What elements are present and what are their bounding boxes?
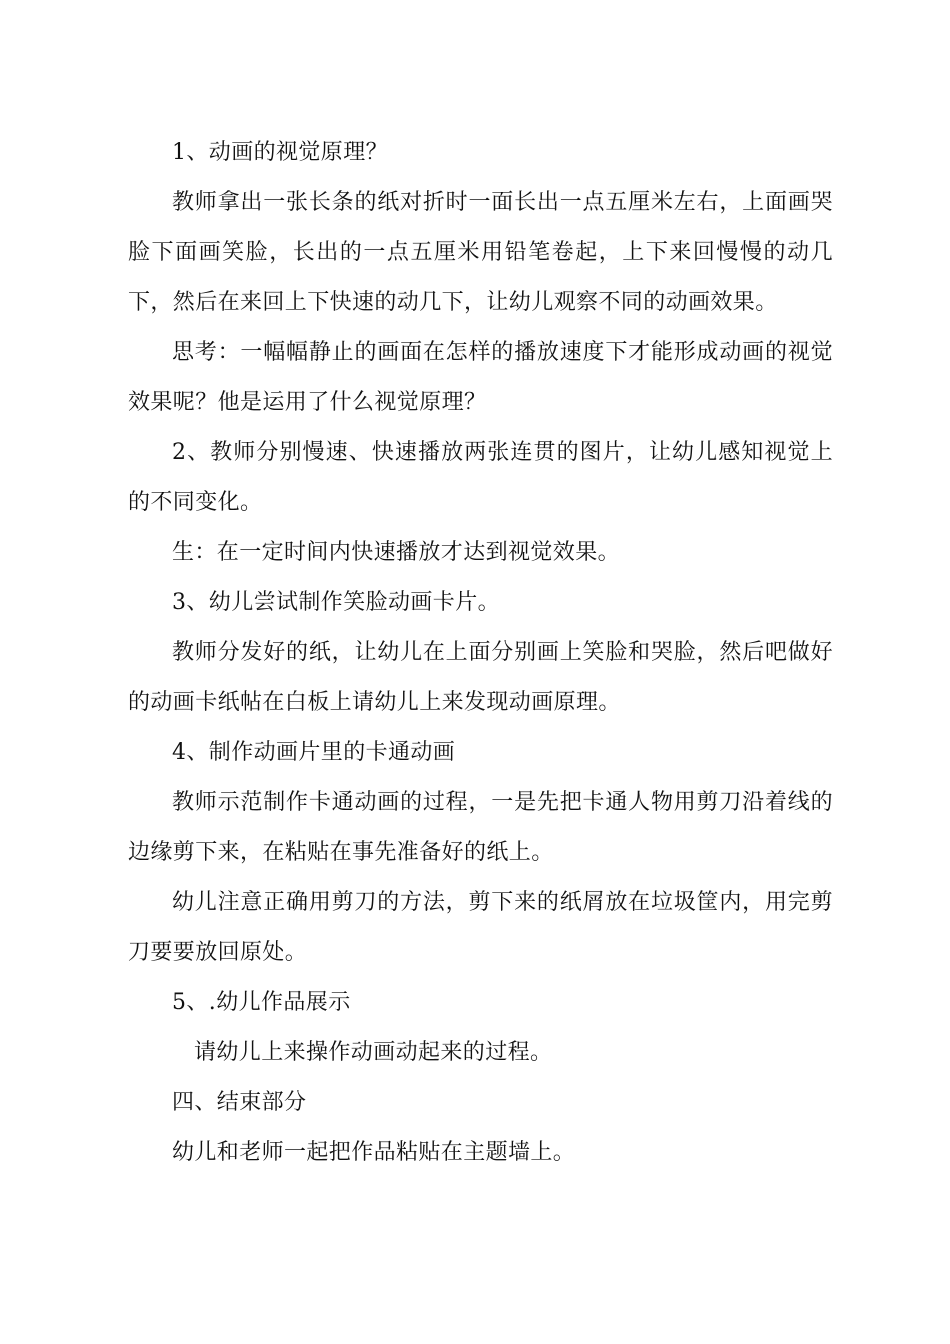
paragraph-card-making: 教师分发好的纸，让幼儿在上面分别画上笑脸和哭脸，然后吧做好的动画卡纸帖在白板上请幼儿上来发现动画原理。 bbox=[128, 640, 833, 715]
heading-step-3: 3、幼儿尝试制作笑脸动画卡片。 bbox=[172, 590, 500, 615]
heading-ending-section: 四、结束部分 bbox=[172, 1090, 307, 1115]
heading-step-4: 4、制作动画片里的卡通动画 bbox=[172, 740, 456, 765]
paragraph-student-answer: 生：在一定时间内快速播放才达到视觉效果。 bbox=[172, 540, 621, 565]
paragraph-teacher-demo: 教师拿出一张长条的纸对折时一面长出一点五厘米左右，上面画哭脸下面画笑脸，长出的一点五厘米用铅笔卷起，上下来回慢慢的动几下，然后在来回上下快速的动几下，让幼儿观察不同的动画效果。 bbox=[128, 190, 833, 315]
paragraph-think-question: 思考：一幅幅静止的画面在怎样的播放速度下才能形成动画的视觉效果呢？他是运用了什么视觉原理？ bbox=[128, 340, 833, 415]
paragraph-step-2: 2、教师分别慢速、快速播放两张连贯的图片，让幼儿感知视觉上的不同变化。 bbox=[128, 440, 833, 515]
paragraph-ending: 幼儿和老师一起把作品粘贴在主题墙上。 bbox=[172, 1140, 576, 1165]
heading-visual-principle: 1、动画的视觉原理？ bbox=[172, 140, 388, 165]
document-body bbox=[128, 128, 833, 1178]
heading-step-5: 5、.幼儿作品展示 bbox=[172, 990, 351, 1015]
paragraph-scissors-safety: 幼儿注意正确用剪刀的方法，剪下来的纸屑放在垃圾筐内，用完剪刀要要放回原处。 bbox=[128, 890, 833, 965]
paragraph-cartoon-demo: 教师示范制作卡通动画的过程，一是先把卡通人物用剪刀沿着线的边缘剪下来，在粘贴在事先准备好的纸上。 bbox=[128, 790, 833, 865]
paragraph-showcase: 请幼儿上来操作动画动起来的过程。 bbox=[194, 1040, 553, 1065]
